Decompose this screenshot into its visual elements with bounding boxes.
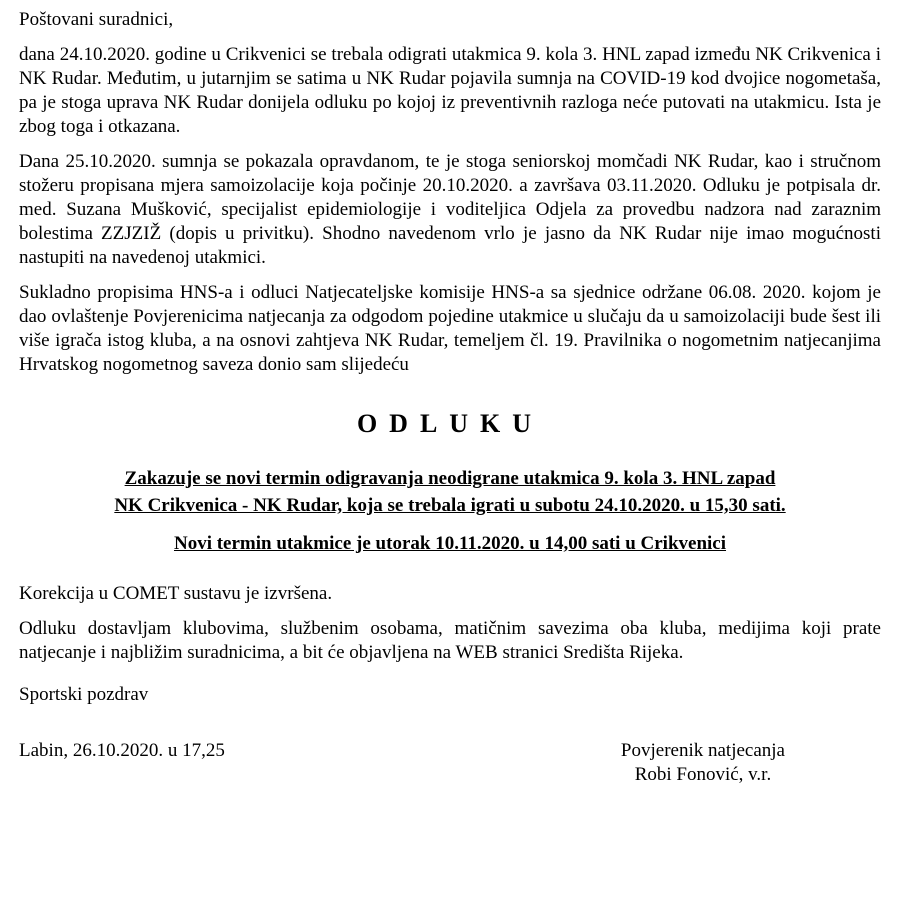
paragraph-legal-basis: Sukladno propisima HNS-a i odluci Natjecateljske komisije HNS-a sa sjednice održane 06.08. 2020. kojom je dao ovlaštenje Povjerenicima natjecanja za odgodom pojedine utakmice u slučaju da u samoizolaciji bude šest ili više igrača istog kluba, a na osnovi zahtjeva NK Rudar, temeljem čl. 19. Pravilnika o nogometnim natjecanjima Hrvatskog nogometnog saveza donio sam slijedeću — [19, 282, 881, 375]
distribution-paragraph: Odluku dostavljam klubovima, službenim osobama, matičnim savezima oba kluba, medijima koji prate natjecanje i najbližim suradnicima, a bit će objavljena na WEB stranici Središta Rijeka. — [19, 618, 881, 663]
paragraph-self-isolation: Dana 25.10.2020. sumnja se pokazala opravdanom, te je stoga seniorskoj momčadi NK Rudar, kao i stručnom stožeru propisana mjera samoizolacije koja počinje 20.10.2020. a završava 03.11.2020. Odluku je potpisala dr. med. Suzana Mušković, specijalist epidemiologije i voditeljica Odjela za provedbu nadzora nad zaraznim bolestima ZZJZIŽ (dopis u privitku). Shodno navedenom vrlo je jasno da NK Rudar nije imao mogućnosti nastupiti na navedenoj utakmici. — [19, 151, 881, 268]
signer-title: Povjerenik natjecanja — [620, 740, 785, 761]
ruling-line-1: Zakazuje se novi termin odigravanja neodigrane utakmica 9. kola 3. HNL zapad — [124, 468, 776, 489]
comet-note: Korekcija u COMET sustavu je izvršena. — [19, 583, 333, 604]
place-date: Labin, 26.10.2020. u 17,25 — [19, 740, 225, 761]
footer — [19, 739, 881, 787]
signer-name: Robi Fonović, v.r. — [634, 764, 772, 785]
greeting: Poštovani suradnici, — [19, 9, 174, 30]
decision-title: ODLUKU — [356, 409, 544, 438]
signature-block — [621, 739, 785, 787]
new-match-term: Novi termin utakmice je utorak 10.11.2020. u 14,00 sati u Crikvenici — [173, 533, 727, 554]
paragraph-match-cancelled: dana 24.10.2020. godine u Crikvenici se trebala odigrati utakmica 9. kola 3. HNL zapad između NK Crikvenica i NK Rudar. Međutim, u jutarnjim se satima u NK Rudar pojavila sumnja na COVID-19 kod dvojice nogometaša, pa je stoga uprava NK Rudar donijela odluku po kojoj iz preventivnih razloga neće putovati na utakmicu. Ista je zbog toga i otkazana. — [19, 44, 881, 137]
closing-salutation: Sportski pozdrav — [19, 684, 149, 705]
ruling-line-2: NK Crikvenica - NK Rudar, koja se trebala igrati u subotu 24.10.2020. u 15,30 sati. — [114, 495, 786, 516]
ruling-block — [19, 465, 881, 519]
